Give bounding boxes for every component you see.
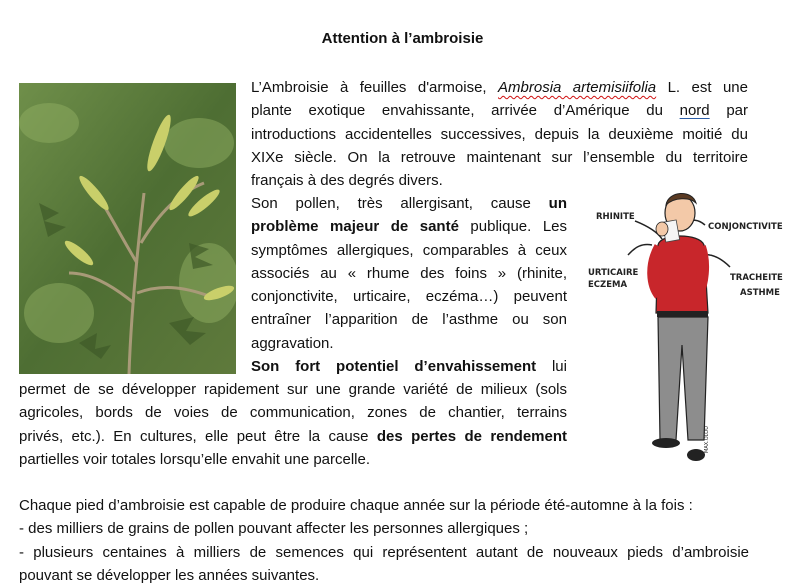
p4-line-2: - des milliers de grains de pollen pouvant affecter les personnes allergiques ; bbox=[19, 520, 529, 538]
label-eczema: ECZEMA bbox=[588, 280, 628, 290]
p3-line-1: Son fort potentiel d’envahissement lui bbox=[251, 358, 567, 375]
ragweed-photo bbox=[19, 83, 236, 374]
p3-line-2: permet de se développer rapidement sur une grande variété de milieux (sols bbox=[19, 381, 567, 398]
artist-signature: MAX.OLOU bbox=[704, 426, 710, 453]
p4-line-1: Chaque pied d’ambroisie est capable de produire chaque année sur la période été-automne à la fois : bbox=[19, 497, 693, 514]
health-paragraph bbox=[251, 192, 567, 355]
invasion-paragraph bbox=[19, 378, 567, 471]
label-urticaire: URTICAIRE bbox=[588, 268, 639, 278]
p4-line-3: - plusieurs centaines à milliers de semences qui représentent autant de nouveaux pieds d’ambroisie bbox=[19, 543, 749, 561]
p2-line-4: associés au « rhume des foins » (rhinite, bbox=[251, 264, 567, 282]
p3-line-3: agricoles, bords de voies de communication, zones de chantier, terrains bbox=[19, 404, 567, 422]
p1-line-4: XIXe siècle. On la retrouve maintenant sur l’ensemble du territoire bbox=[251, 148, 748, 166]
p1-line-2: plante exotique envahissante, arrivée d’Amérique du nord par bbox=[251, 102, 748, 120]
label-conjonctivite: CONJONCTIVITE bbox=[708, 222, 783, 232]
label-rhinite: RHINITE bbox=[596, 212, 635, 222]
p1-line-1: L’Ambroisie à feuilles d'armoise, Ambrosia artemisiifolia L. est une bbox=[251, 79, 748, 96]
label-asthme: ASTHME bbox=[740, 288, 780, 298]
p2-line-6: entraîner l’apparition de l’asthme ou son bbox=[251, 311, 567, 329]
word-nord: nord bbox=[679, 102, 710, 120]
p3-line-5: partielles voir totales lorsqu’elle envahit une parcelle. bbox=[19, 450, 371, 468]
p1-line-5: français à des degrés divers. bbox=[251, 172, 443, 190]
production-paragraph bbox=[19, 494, 749, 587]
p2-line-2: problème majeur de santé publique. Les bbox=[251, 218, 568, 236]
p2-line-3: symptômes allergiques, comparables à ceux bbox=[251, 241, 567, 259]
arrow-urticaire bbox=[628, 244, 652, 255]
species-name: Ambrosia artemisiifolia bbox=[498, 79, 657, 96]
p2-line-5: conjonctivite, urticaire, eczéma…) peuvent bbox=[251, 288, 567, 306]
intro-paragraph bbox=[251, 76, 748, 192]
label-tracheite: TRACHEITE bbox=[730, 273, 783, 283]
document-title: Attention à l’ambroisie bbox=[321, 30, 484, 47]
p2-line-7: aggravation. bbox=[251, 334, 334, 352]
p3-line-4: privés, etc.). En cultures, elle peut être la cause des pertes de rendement bbox=[19, 427, 568, 445]
p1-line-3: introductions accidentelles successives, depuis la deuxième moitié du bbox=[251, 125, 748, 143]
p2-line-1: Son pollen, très allergisant, cause un bbox=[251, 195, 567, 212]
p4-line-4: pouvant se développer les années suivantes. bbox=[19, 566, 320, 584]
allergy-illustration bbox=[580, 185, 785, 475]
